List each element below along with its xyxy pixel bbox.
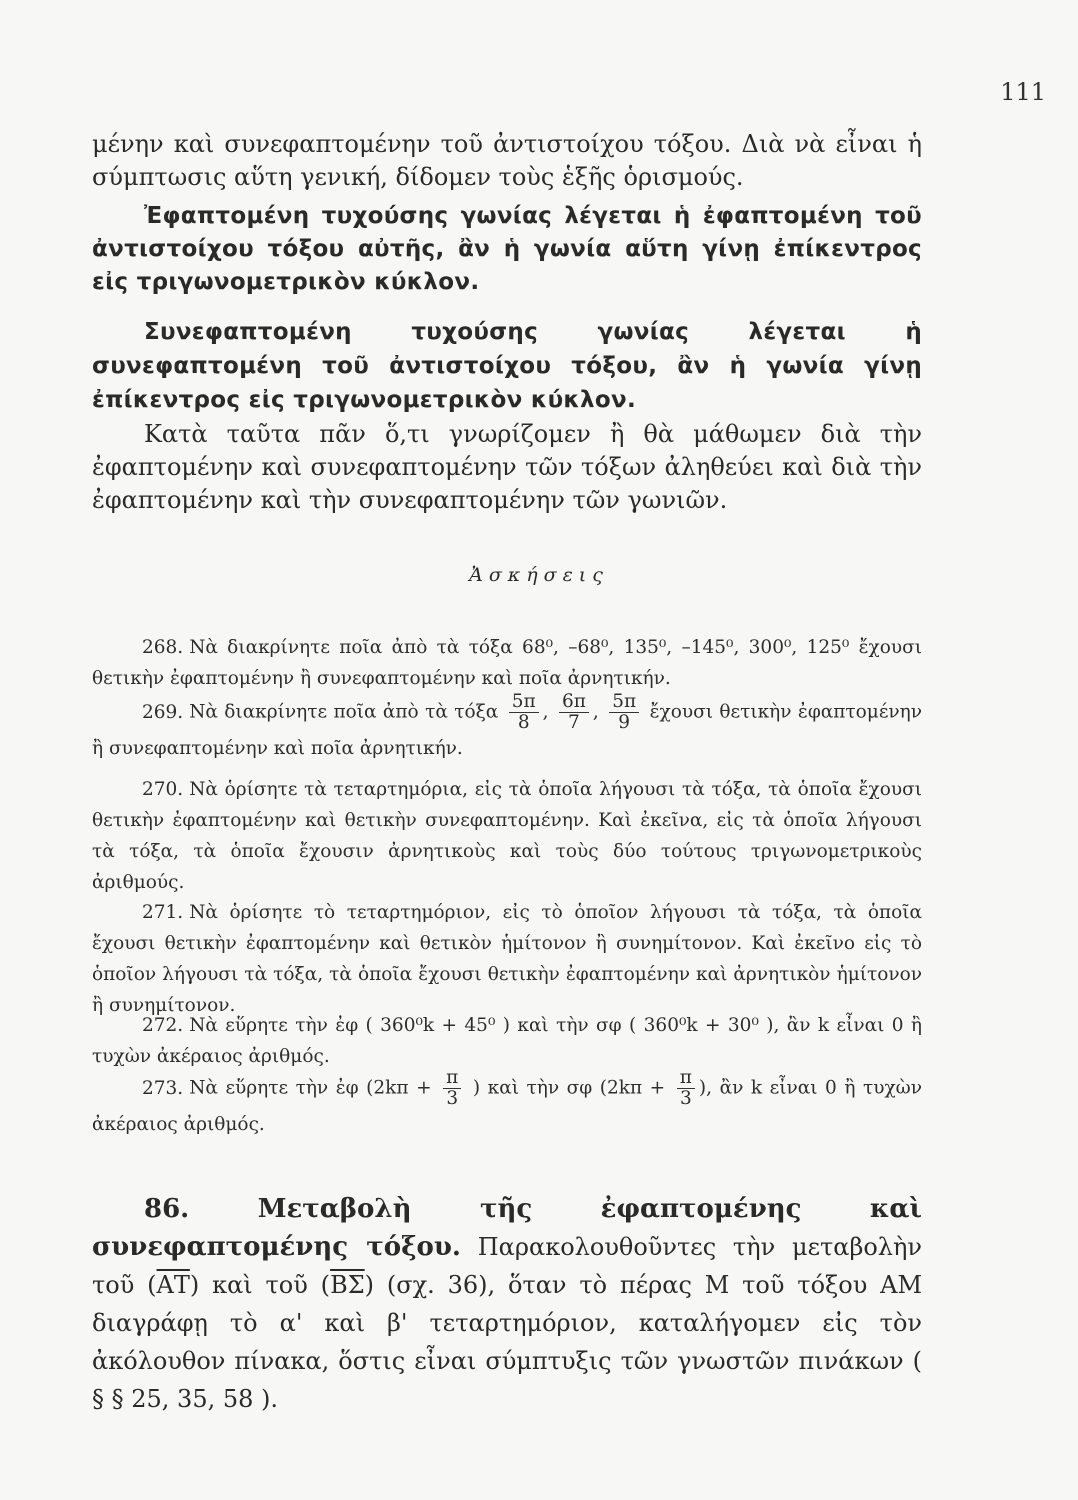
page-number: 111 <box>1000 78 1046 106</box>
exercise-number: 271. <box>142 902 184 923</box>
definition-cotangent <box>92 315 922 417</box>
fraction-denominator: 3 <box>679 1088 692 1109</box>
fraction-pi-3 <box>443 1068 461 1109</box>
exercise-270 <box>92 774 922 898</box>
exercise-number: 268. <box>142 637 184 658</box>
exercise-text: Νὰ εὕρητε τὴν ἐφ (2kπ + <box>189 1077 432 1099</box>
exercise-text-tail: ἔχουσι θετικὴν ἐφαπτομένην ἢ συνεφαπτομένην καὶ ποῖα ἀρνητικήν. <box>92 701 922 759</box>
section-86 <box>92 1190 922 1418</box>
fraction-6pi-7 <box>559 692 589 733</box>
section-text-b: ) καὶ τοῦ ( <box>189 1271 331 1299</box>
definition-tangent-text: Ἐφαπτομένη τυχούσης γωνίας λέγεται ἡ ἐφαπτομένη τοῦ ἀντιστοίχου τόξου αὐτῆς, ἂν ἡ γωνία αὕτη γίνῃ ἐπίκεντρος εἰς τριγωνομετρικὸν κύκλον. <box>92 203 922 295</box>
exercises-heading: Ἀσκήσεις <box>469 564 609 586</box>
exercise-text-tail: ), ἂν k εἶναι 0 ἢ τυχὼν ἀκέραιος ἀριθμός. <box>92 1077 923 1135</box>
exercise-text: Νὰ ὁρίσητε τὰ τεταρτημόρια, εἰς τὰ ὁποῖα λήγουσι τὰ τόξα, τὰ ὁποῖα ἔχουσι θετικὴν ἐφαπτομένην καὶ θετικὴν συνεφαπτομένην. Καὶ ἐκεῖνα, εἰς τὰ ὁποῖα λήγουσι τὰ τόξα, τὰ ὁποῖα ἔχουσιν ἀρνητικοὺς καὶ τοὺς δύο τούτους τριγωνομετρικοὺς ἀριθμούς. <box>92 779 922 893</box>
exercise-268 <box>92 632 922 694</box>
fraction-numerator: π <box>443 1068 461 1089</box>
exercise-text: Νὰ διακρίνητε ποῖα ἀπὸ τὰ τόξα <box>189 701 499 723</box>
exercise-269: 269. Νὰ διακρίνητε ποῖα ἀπὸ τὰ τόξα $\frac{5\pi}{8}$ , $\frac{6\pi}{7}$ , $\frac{5\pi}{9}$ ἔχουσι θετικὴν ἐφαπτομένην ἢ συνεφαπτομένην καὶ ποῖα ἀρνητικήν. <box>92 691 922 759</box>
exercise-number: 270. <box>142 779 184 800</box>
fraction-numerator: 6π <box>559 692 589 713</box>
exercise-text: Νὰ διακρίνητε ποῖα ἀπὸ τὰ τόξα 68⁰, –68⁰, 135⁰, –145⁰, 300⁰, 125⁰ ἔχουσι θετικὴν ἐφαπτομένην ἢ συνεφαπτομένην καὶ ποῖα ἀρνητικήν. <box>92 637 922 689</box>
fraction-5pi-8 <box>509 692 539 733</box>
exercise-273 <box>92 1068 922 1140</box>
segment-at: $\overline{AT}$ <box>156 1271 190 1299</box>
fraction-5pi-9 <box>609 692 639 733</box>
segment-bs: $\overline{B\Sigma}$ <box>330 1271 365 1299</box>
definition-tangent <box>92 200 922 299</box>
fraction-denominator: 9 <box>618 712 631 733</box>
exercise-text: Νὰ ὁρίσητε τὸ τεταρτημόριον, εἰς τὸ ὁποῖον λήγουσι τὰ τόξα, τὰ ὁποῖα ἔχουσι θετικὴν ἐφαπτομένην καὶ θετικὸν ἡμίτονον ἢ συνημίτονον. Καὶ ἐκεῖνο εἰς τὸ ὁποῖον λήγουσι τὰ τόξα, τὰ ὁποῖα ἔχουσι θετικὴν ἐφαπτομένην καὶ ἀρνητικὸν ἡμίτονον ἢ συνημίτονον. <box>92 902 922 1016</box>
exercise-number: 272. <box>142 1015 184 1036</box>
intro-paragraph <box>92 128 922 194</box>
section-text: Παρακολουθοῦντες τὴν μεταβολὴν τοῦ ( <box>92 1233 922 1299</box>
section-text-c: ) (σχ. 36), ὅταν τὸ πέρας Μ τοῦ τόξου ΑΜ διαγράφῃ τὸ α' καὶ β' τεταρτημόριον, καταλήγομεν εἰς τὸν ἀκόλουθον πίνακα, ὅστις εἶναι σύμπτυξις τῶν γνωστῶν πινάκων ( § § 25, 35, 58 ). <box>92 1271 923 1413</box>
exercise-271 <box>92 897 922 1021</box>
fraction-denominator: 7 <box>568 712 580 733</box>
exercise-number: 273. <box>142 1077 184 1099</box>
fraction-numerator: π <box>677 1068 695 1089</box>
fraction-numerator: 5π <box>609 692 639 713</box>
fraction-pi-3-second <box>677 1068 695 1109</box>
summary-text: Κατὰ ταῦτα πᾶν ὅ,τι γνωρίζομεν ἢ θὰ μάθωμεν διὰ τὴν ἐφαπτομένην καὶ συνεφαπτομένην τῶν τόξων ἀληθεύει καὶ διὰ τὴν ἐφαπτομένην καὶ τὴν συνεφαπτομένην τῶν γωνιῶν. <box>92 420 922 514</box>
fraction-denominator: 8 <box>517 712 530 733</box>
summary-paragraph <box>92 418 922 517</box>
intro-text: μένην καὶ συνεφαπτομένην τοῦ ἀντιστοίχου τόξου. Διὰ νὰ εἶναι ἡ σύμπτωσις αὕτη γενική, δίδομεν τοὺς ἑξῆς ὁρισμούς. <box>92 130 922 191</box>
exercise-text-mid: ) καὶ τὴν σφ (2kπ + <box>472 1077 666 1099</box>
fraction-numerator: 5π <box>509 692 539 713</box>
fraction-denominator: 3 <box>446 1088 459 1109</box>
exercise-number: 269. <box>142 701 184 723</box>
exercise-text: Νὰ εὕρητε τὴν ἐφ ( 360⁰k + 45⁰ ) καὶ τὴν σφ ( 360⁰k + 30⁰ ), ἂν k εἶναι 0 ἢ τυχὼν ἀκέραιος ἀριθμός. <box>92 1015 922 1067</box>
definition-cotangent-text: Συνεφαπτομένη τυχούσης γωνίας λέγεται ἡ συνεφαπτομένη τοῦ ἀντιστοίχου τόξου, ἂν ἡ γωνία γίνῃ ἐπίκεντρος εἰς τριγωνομετρικὸν κύκλον. <box>92 319 922 413</box>
exercise-272 <box>92 1010 922 1072</box>
section-title: 86. Μεταβολὴ τῆς ἐφαπτομένης καὶ συνεφαπτομένης τόξου. <box>92 1194 922 1262</box>
